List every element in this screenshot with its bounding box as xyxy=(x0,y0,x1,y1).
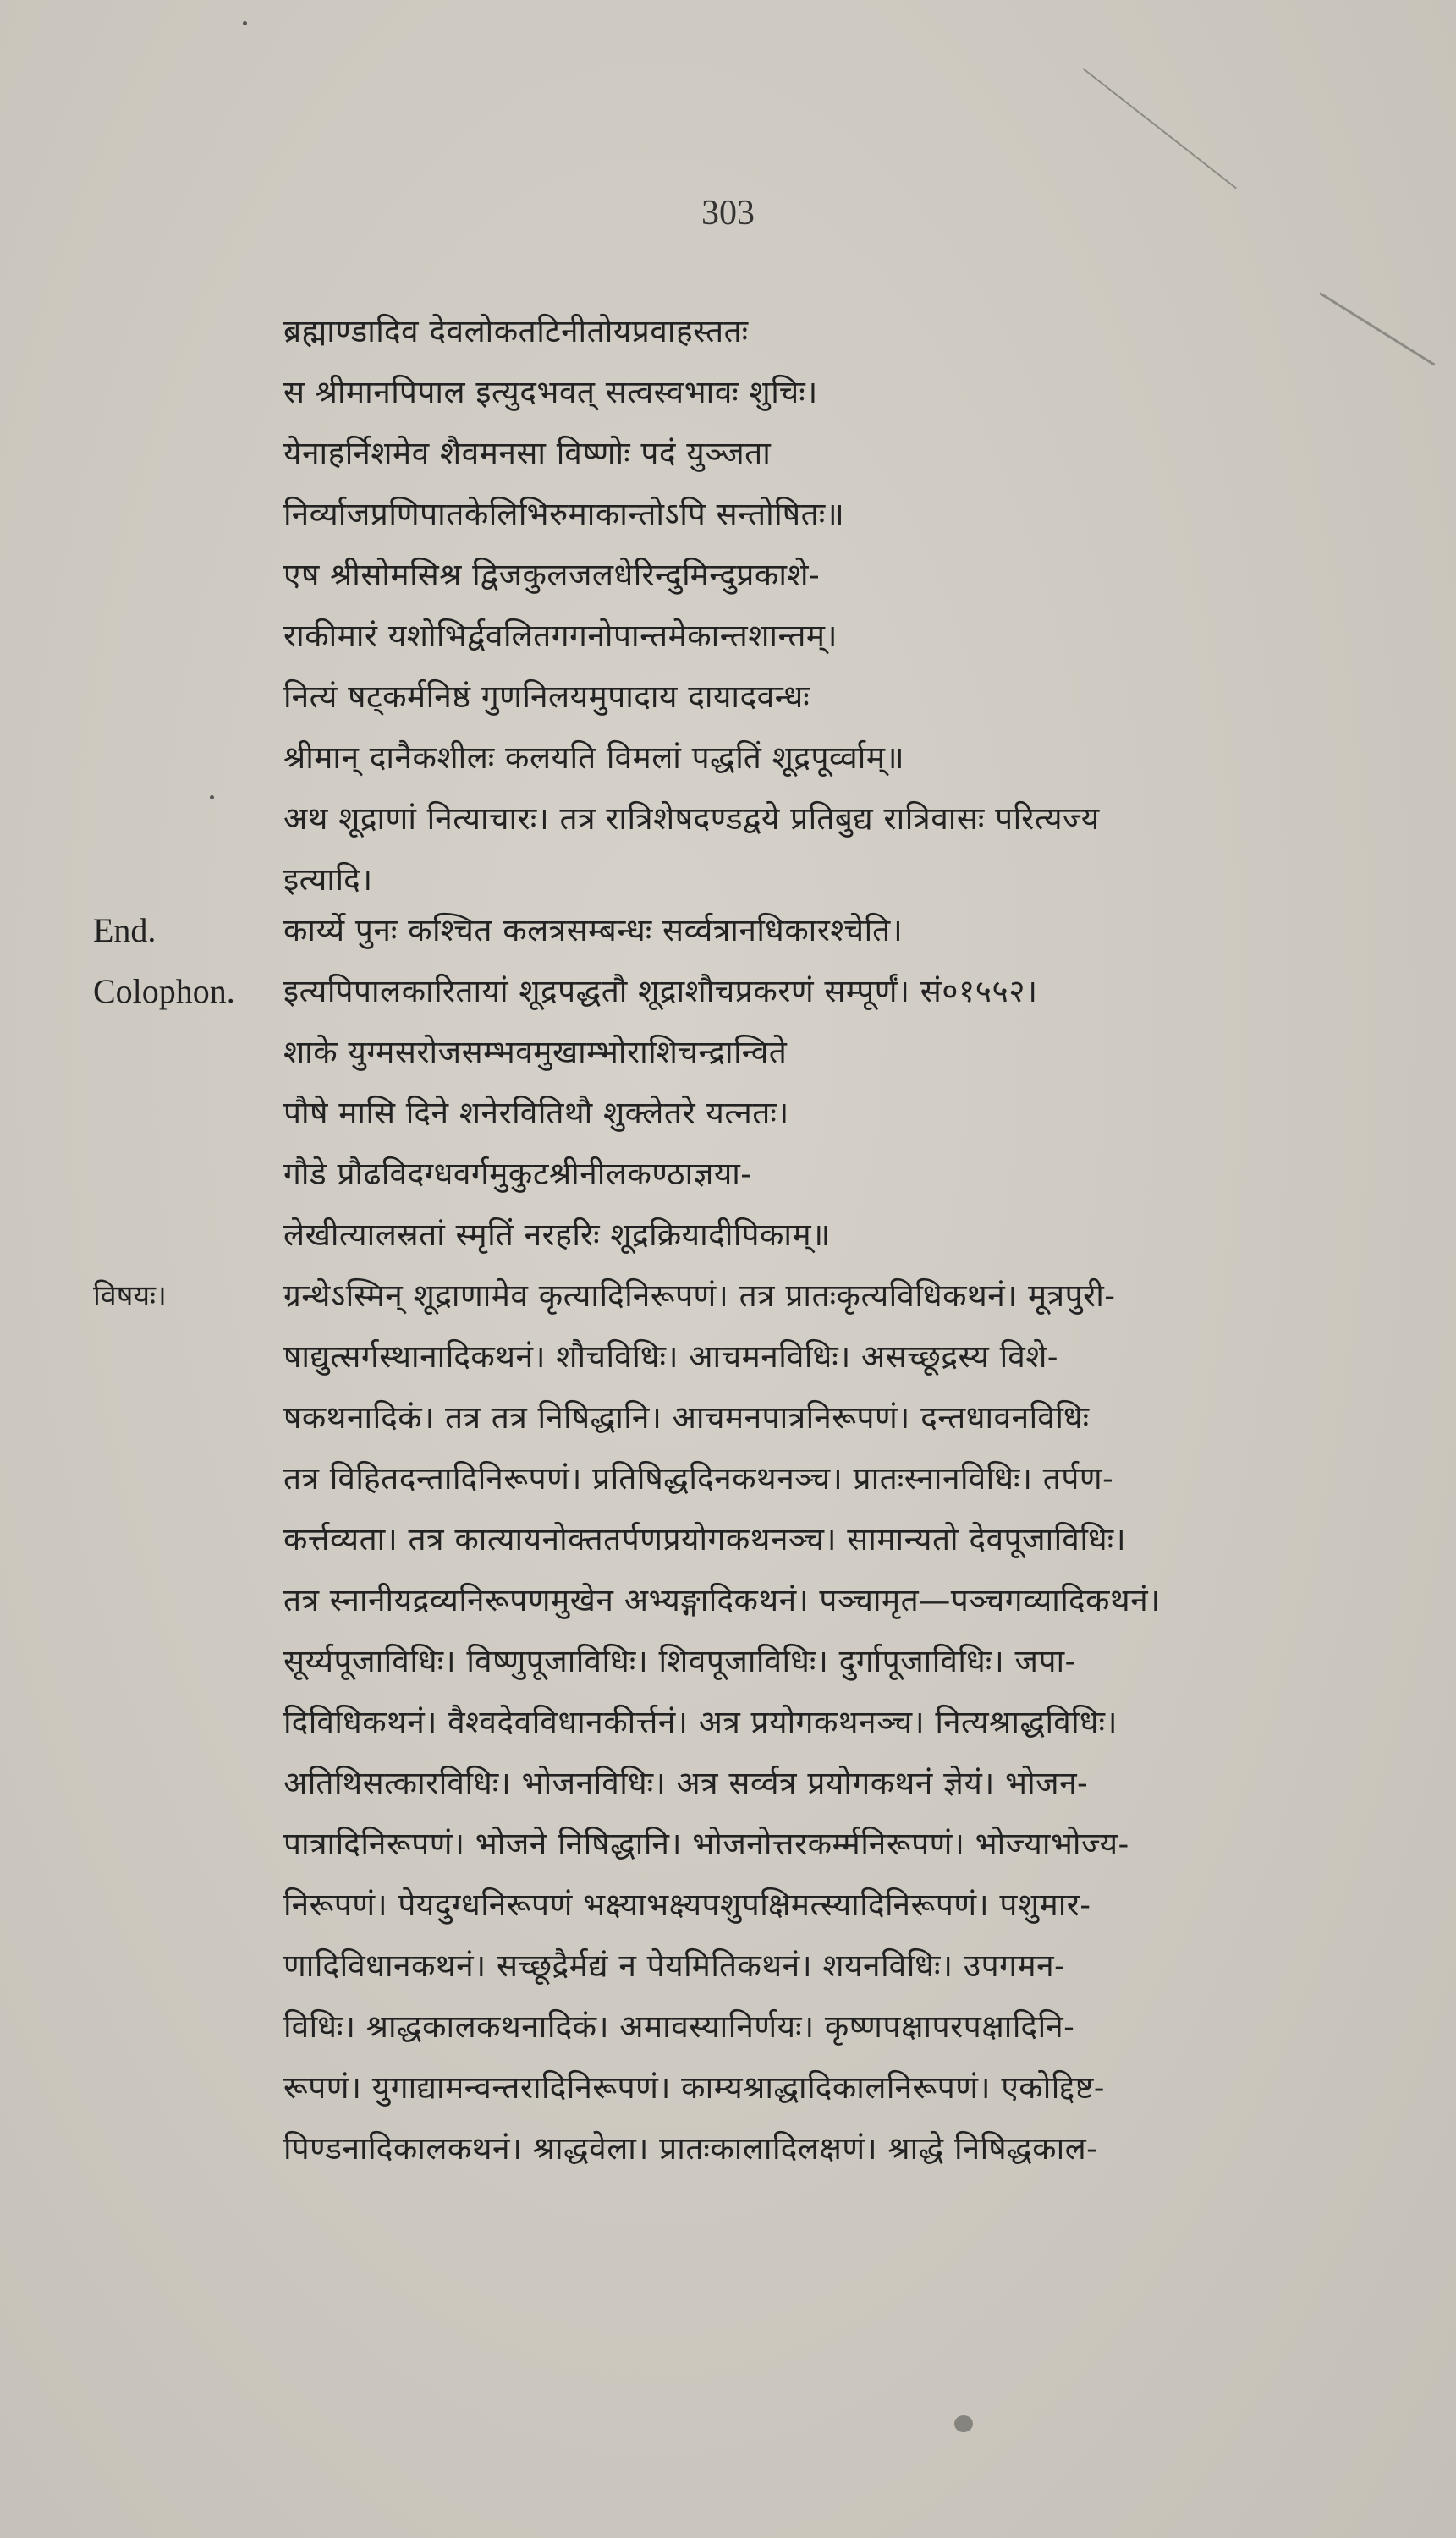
text-line: पिण्डनादिकालकथनं। श्राद्धवेला। प्रातःकालादिलक्षणं। श्राद्धे निषिद्धकाल- xyxy=(283,2130,1098,2167)
ink-spot xyxy=(210,795,214,799)
text-line: तत्र विहितदन्तादिनिरूपणं। प्रतिषिद्धदिनकथनञ्च। प्रातःस्नानविधिः। तर्पण- xyxy=(283,1460,1114,1497)
text-line: शाके युग्मसरोजसम्भवमुखाम्भोराशिचन्द्रान्विते xyxy=(283,1034,788,1070)
text-line: षाद्युत्सर्गस्थानादिकथनं। शौचविधिः। आचमनविधिः। असच्छूद्रस्य विशे- xyxy=(283,1338,1058,1375)
text-line: ग्रन्थेऽस्मिन् शूद्राणामेव कृत्यादिनिरूपणं। तत्र प्रातःकृत्यविधिकथनं। मूत्रपुरी- xyxy=(283,1277,1116,1314)
text-line: नित्यं षट्कर्मनिष्ठं गुणनिलयमुपादाय दायादवन्धः xyxy=(283,678,810,715)
text-line: णादिविधानकथनं। सच्छूद्रैर्मद्यं न पेयमितिकथनं। शयनविधिः। उपगमन- xyxy=(283,1947,1066,1984)
ink-spot xyxy=(954,2415,973,2432)
colophon-text xyxy=(283,961,1299,1266)
text-line: अथ शूद्राणां नित्याचारः। तत्र रात्रिशेषदण्डद्वये प्रतिबुद्य रात्रिवासः परित्यज्य xyxy=(283,800,1100,837)
text-line: लेखीत्यालस्रतां स्मृतिं नरहरिः शूद्रक्रियादीपिकाम्॥ xyxy=(283,1217,831,1253)
text-line: सूर्य्यपूजाविधिः। विष्णुपूजाविधिः। शिवपूजाविधिः। दुर्गापूजाविधिः। जपा- xyxy=(283,1643,1076,1679)
text-line: स श्रीमानपिपाल इत्युदभवत् सत्वस्वभावः शुचिः। xyxy=(283,374,818,410)
page-crease xyxy=(1082,68,1236,189)
ink-spot xyxy=(243,21,247,25)
subject-label: विषयः। xyxy=(93,1279,167,1313)
colophon-label: Colophon. xyxy=(93,972,235,1010)
end-text xyxy=(283,900,1299,961)
text-line: ब्रह्माण्डादिव देवलोकतटिनीतोयप्रवाहस्ततः xyxy=(283,313,749,349)
text-line: निर्व्याजप्रणिपातकेलिभिरुमाकान्तोऽपि सन्तोषितः॥ xyxy=(283,496,845,532)
text-line: येनाहर्निशमेव शैवमनसा विष्णोः पदं युञ्जता xyxy=(283,435,772,471)
opening-verses xyxy=(283,301,1299,910)
text-line: गौडे प्रौढविदग्धवर्गमुकुटश्रीनीलकण्ठाज्ञया- xyxy=(283,1156,752,1192)
text-line: पौषे मासि दिने शनेरवितिथौ शुक्लेतरे यत्नतः। xyxy=(283,1095,789,1131)
text-line: अतिथिसत्कारविधिः। भोजनविधिः। अत्र सर्व्वत्र प्रयोगकथनं ज्ञेयं। भोजन- xyxy=(283,1765,1089,1801)
page-number: 303 xyxy=(701,194,755,233)
text-line: विधिः। श्राद्धकालकथनादिकं। अमावस्यानिर्णयः। कृष्णपक्षापरपक्षादिनि- xyxy=(283,2008,1075,2045)
text-line: इत्यपिपालकारितायां शूद्रपद्धतौ शूद्राशौचप्रकरणं सम्पूर्णं। सं०१५५२। xyxy=(283,973,1038,1009)
text-line: तत्र स्नानीयद्रव्यनिरूपणमुखेन अभ्यङ्गादिकथनं। पञ्चामृत—पञ्चगव्यादिकथनं। xyxy=(283,1582,1161,1618)
subject-text xyxy=(283,1266,1299,2179)
text-line: श्रीमान् दानैकशीलः कलयति विमलां पद्धतिं शूद्रपूर्व्वाम्॥ xyxy=(283,739,905,776)
text-line: रूपणं। युगाद्यामन्वन्तरादिनिरूपणं। काम्यश्राद्धादिकालनिरूपणं। एकोद्दिष्ट- xyxy=(283,2069,1105,2106)
text-line: कर्त्तव्यता। तत्र कात्यायनोक्ततर्पणप्रयोगकथनञ्च। सामान्यतो देवपूजाविधिः। xyxy=(283,1521,1127,1557)
text-line: दिविधिकथनं। वैश्वदेवविधानकीर्त्तनं। अत्र प्रयोगकथनञ्च। नित्यश्राद्धविधिः। xyxy=(283,1704,1118,1740)
text-line: राकीमारं यशोभिर्द्ववलितगगनोपान्तमेकान्तशान्तम्। xyxy=(283,618,838,654)
end-label: End. xyxy=(93,911,157,949)
text-line: निरूपणं। पेयदुग्धनिरूपणं भक्ष्याभक्ष्यपशुपक्षिमत्स्यादिनिरूपणं। पशुमार- xyxy=(283,1887,1091,1923)
page-crease xyxy=(1319,292,1435,365)
text-line: पात्रादिनिरूपणं। भोजने निषिद्धानि। भोजनोत्तरकर्म्मनिरूपणं। भोज्याभोज्य- xyxy=(283,1826,1129,1862)
text-line: इत्यादि। xyxy=(283,861,373,898)
text-line: कार्य्ये पुनः कश्चित कलत्रसम्बन्धः सर्व्वत्रानधिकारश्चेति। xyxy=(283,912,904,948)
text-line: एष श्रीसोमसिश्र द्विजकुलजलधेरिन्दुमिन्दुप्रकाशे- xyxy=(283,557,821,593)
text-line: षकथनादिकं। तत्र तत्र निषिद्धानि। आचमनपात्रनिरूपणं। दन्तधावनविधिः xyxy=(283,1399,1090,1436)
